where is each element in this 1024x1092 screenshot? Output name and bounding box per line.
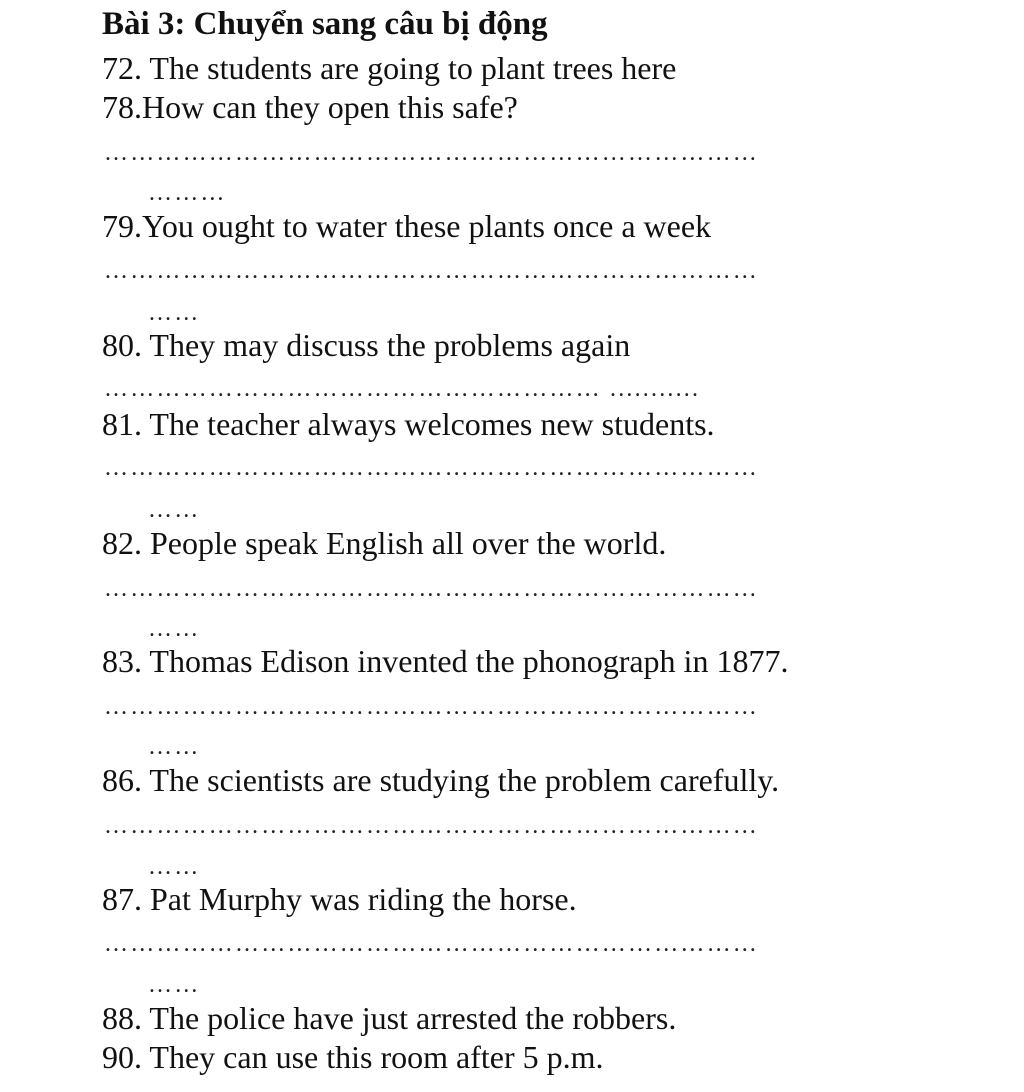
question-78: 78.How can they open this safe? xyxy=(102,89,518,125)
answer-line: ………………………………………………………………… xyxy=(104,258,759,284)
answer-line-continuation: …… xyxy=(148,497,201,523)
answer-line: ………………………………………………………………… xyxy=(104,455,759,481)
question-87: 87. Pat Murphy was riding the horse. xyxy=(102,881,577,917)
question-90: 90. They can use this room after 5 p.m. xyxy=(102,1039,604,1075)
answer-line-continuation: ……… xyxy=(148,180,227,206)
answer-line: ………………………………………………………………… xyxy=(104,931,759,957)
answer-line: ………………………………………………………………… xyxy=(104,140,759,166)
answer-line-continuation: …… xyxy=(148,972,201,998)
question-79: 79.You ought to water these plants once a week xyxy=(102,208,712,244)
question-82: 82. People speak English all over the world. xyxy=(102,525,667,561)
question-83: 83. Thomas Edison invented the phonograph in 1877. xyxy=(102,643,789,679)
answer-line-continuation: …… xyxy=(148,616,201,642)
question-72: 72. The students are going to plant trees here xyxy=(102,50,677,86)
answer-line-continuation: …… xyxy=(148,854,201,880)
answer-line: ………………………………………………………………… xyxy=(104,576,759,602)
answer-line-continuation: …… xyxy=(148,300,201,326)
answer-line-continuation: …… xyxy=(148,734,201,760)
exercise-title: Bài 3: Chuyển sang câu bị động xyxy=(102,6,548,42)
question-80: 80. They may discuss the problems again xyxy=(102,327,631,363)
question-88: 88. The police have just arrested the robbers. xyxy=(102,1000,677,1036)
answer-line: ………………………………………………… ........... xyxy=(104,376,701,402)
answer-line: ………………………………………………………………… xyxy=(104,694,759,720)
question-81: 81. The teacher always welcomes new students. xyxy=(102,406,715,442)
answer-line: ………………………………………………………………… xyxy=(104,813,759,839)
question-86: 86. The scientists are studying the problem carefully. xyxy=(102,762,780,798)
